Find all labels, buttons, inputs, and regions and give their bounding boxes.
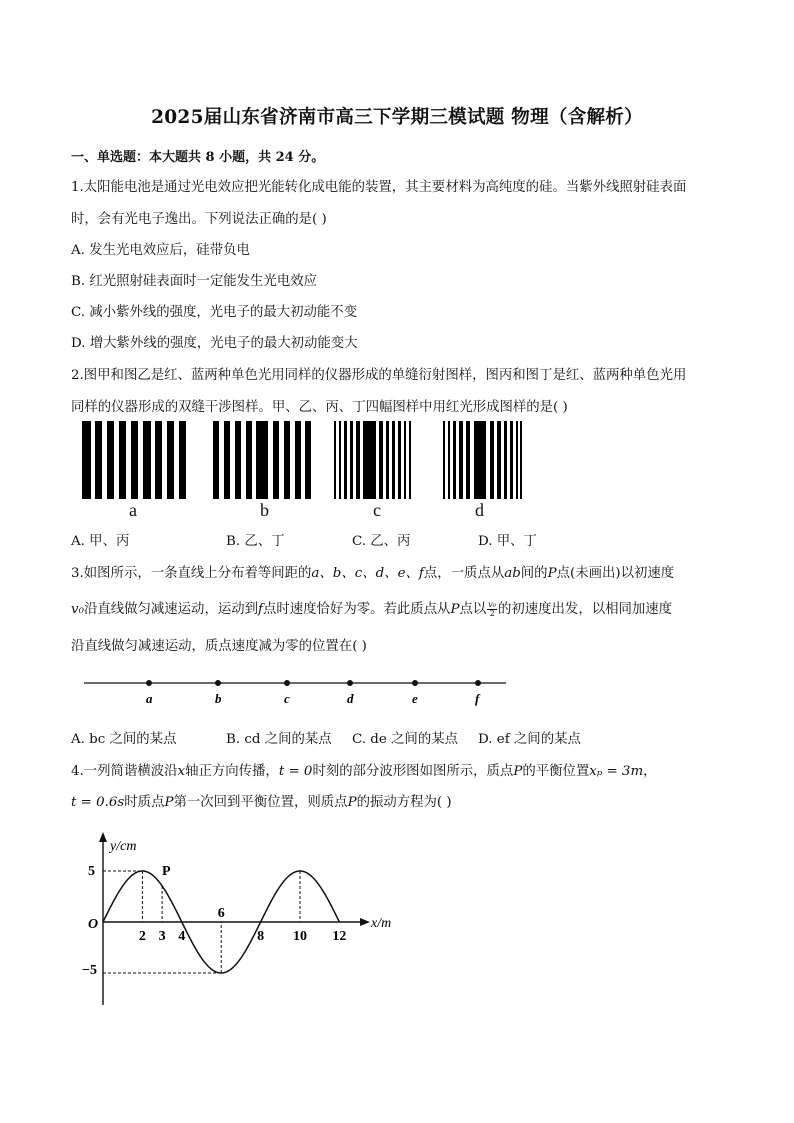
point-d-dot <box>347 680 353 686</box>
q3-stem-line1: 3.如图所示，一条直线上分布着等间距的a、b、c、d、e、f点，一质点从ab间的P点(未画出)以初速度 <box>71 566 675 581</box>
fringe-bar <box>256 421 268 499</box>
page-title: 2025届山东省济南市高三下学期三模试题 物理（含解析） <box>151 107 643 128</box>
fringe-bar <box>504 421 507 499</box>
fringe-bar <box>404 421 406 499</box>
fringe-bar <box>224 421 230 499</box>
fringe-bar <box>273 421 279 499</box>
fringe-bar <box>490 421 494 499</box>
q2-option-d: D. 甲、丁 <box>478 534 537 549</box>
q3-option-b: B. cd 之间的某点 <box>226 732 332 747</box>
q1-option-a: A. 发生光电效应后，硅带负电 <box>71 243 250 258</box>
fringe-bar <box>119 421 126 499</box>
q1-stem-line2: 时，会有光电子逸出。下列说法正确的是( ) <box>71 212 327 227</box>
fringe-bar <box>246 421 252 499</box>
section-heading: 一、单选题：本大题共 8 小题，共 24 分。 <box>71 150 325 165</box>
pattern-c-label: c <box>373 500 381 520</box>
q4-stem-line1: 4.一列简谐横波沿x轴正方向传播，t = 0时刻的部分波形图如图所示，质点P的平衡位置xₚ = 3m， <box>71 764 657 779</box>
fringe-bar <box>284 421 290 499</box>
fringe-bar <box>356 421 360 499</box>
pattern-b-image <box>213 421 311 499</box>
fringe-bar <box>453 421 456 499</box>
fringe-bar <box>344 421 347 499</box>
q4-wave-graph <box>78 830 408 1015</box>
y-axis-arrow <box>99 832 107 842</box>
point-a-dot <box>146 680 152 686</box>
x-tick-6: 6 <box>217 906 225 921</box>
fringe-bar <box>339 421 341 499</box>
fringe-bar <box>510 421 513 499</box>
point-e-label: e <box>412 691 418 706</box>
q3-points-text: a、b、c、d、e、f <box>311 566 424 581</box>
pattern-b-label: b <box>260 500 269 520</box>
fringe-bar <box>305 421 311 499</box>
x-tick-12: 12 <box>332 929 347 944</box>
q2-option-b: B. 乙、丁 <box>226 534 285 549</box>
q3-option-d: D. ef 之间的某点 <box>478 732 581 747</box>
y-tick-neg5: −5 <box>82 963 97 978</box>
point-b-label: b <box>215 691 222 706</box>
q3-option-c: C. de 之间的某点 <box>352 732 458 747</box>
q3-option-a: A. bc 之间的某点 <box>71 732 177 747</box>
x-axis-arrow <box>360 918 370 926</box>
q3-stem-line2: v₀沿直线做匀减速运动，运动到f点时速度恰好为零。若此质点从P点以 $\frac{\text{v₀}}{2}$ 的初速度出发，以相同加速度 <box>71 600 673 618</box>
q1-option-d: D. 增大紫外线的强度，光电子的最大初动能变大 <box>71 336 358 351</box>
fringe-bar <box>334 421 336 499</box>
q1-option-c: C. 减小紫外线的强度，光电子的最大初动能不变 <box>71 305 358 320</box>
x-tick-8: 8 <box>257 929 265 944</box>
fringe-bar <box>363 421 376 499</box>
fringe-bar <box>167 421 174 499</box>
fringe-bar <box>95 421 102 499</box>
fringe-bar <box>295 421 301 499</box>
fringe-bar <box>155 421 162 499</box>
point-f-label: f <box>475 691 480 706</box>
x-tick-3: 3 <box>158 929 166 944</box>
fringe-bar <box>350 421 353 499</box>
fringe-bar <box>474 421 486 499</box>
pattern-c-image <box>334 421 414 499</box>
fringe-bar <box>379 421 383 499</box>
pattern-d-image <box>443 421 522 499</box>
fringe-bar <box>459 421 463 499</box>
origin-label: O <box>88 917 99 932</box>
fringe-bar <box>520 421 522 499</box>
q4-stem-line2: t = 0.6s时质点P第一次回到平衡位置，则质点P的振动方程为( ) <box>71 795 452 810</box>
fringe-bar <box>82 421 91 499</box>
fringe-bar <box>392 421 395 499</box>
x-tick-2: 2 <box>138 929 146 944</box>
pattern-a-image <box>82 421 191 499</box>
fringe-bar <box>516 421 518 499</box>
point-f-dot <box>475 680 481 686</box>
q3-number-line-figure <box>80 672 510 712</box>
point-c-dot <box>284 680 290 686</box>
x-tick-10: 10 <box>293 929 307 944</box>
q2-stem-line2: 同样的仪器形成的双缝干涉图样。甲、乙、丙、丁四幅图样中用红光形成图样的是( ) <box>71 400 568 415</box>
fringe-bar <box>448 421 450 499</box>
fringe-bar <box>235 421 241 499</box>
q2-option-a: A. 甲、丙 <box>71 534 130 549</box>
point-p-label: P <box>162 864 171 879</box>
y-tick-5: 5 <box>88 864 95 879</box>
fringe-bar <box>143 421 151 499</box>
point-b-dot <box>215 680 221 686</box>
fringe-bar <box>107 421 114 499</box>
fringe-bar <box>409 421 411 499</box>
q2-option-c: C. 乙、丙 <box>352 534 411 549</box>
fringe-bar <box>179 421 186 499</box>
point-a-label: a <box>146 691 153 706</box>
y-axis-label: y/cm <box>110 839 137 854</box>
fringe-bar <box>386 421 389 499</box>
q1-option-b: B. 红光照射硅表面时一定能发生光电效应 <box>71 274 317 289</box>
fringe-bar <box>213 421 219 499</box>
fringe-bar <box>131 421 138 499</box>
point-e-dot <box>412 680 418 686</box>
q3-fraction: $\frac{\text{v₀}}{2}$ <box>488 600 496 618</box>
x-tick-4: 4 <box>178 929 186 944</box>
point-c-label: c <box>284 691 290 706</box>
point-d-label: d <box>347 691 354 706</box>
pattern-d-label: d <box>475 500 484 520</box>
fringe-bar <box>466 421 470 499</box>
q2-stem-line1: 2.图甲和图乙是红、蓝两种单色光用同样的仪器形成的单缝衍射图样，图丙和图丁是红、蓝两种单色光用 <box>71 368 687 383</box>
q1-stem-line1: 1.太阳能电池是通过光电效应把光能转化成电能的装置，其主要材料为高纯度的硅。当紫外线照射硅表面 <box>71 180 687 195</box>
q3-stem-line3: 沿直线做匀减速运动，质点速度减为零的位置在( ) <box>71 639 367 654</box>
pattern-a-label: a <box>129 500 137 520</box>
x-axis-label: x/m <box>371 916 392 931</box>
fringe-bar <box>398 421 401 499</box>
fringe-bar <box>497 421 501 499</box>
fringe-bar <box>443 421 445 499</box>
